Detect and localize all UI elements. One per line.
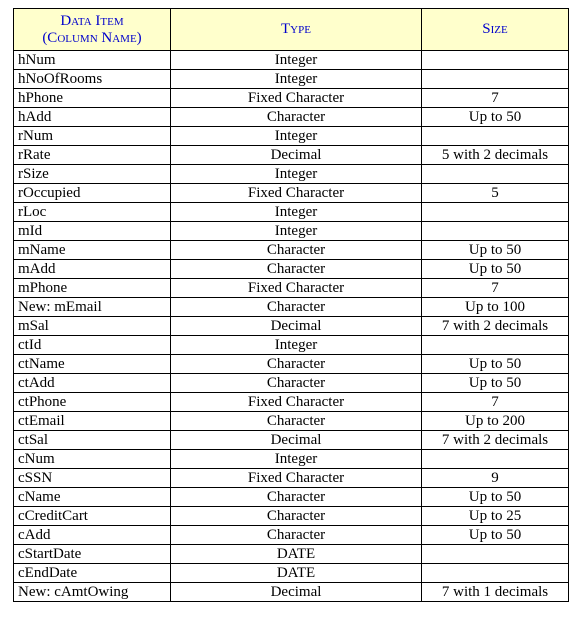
cell-type: Character: [171, 488, 422, 507]
table-row: [14, 165, 569, 184]
cell-data-item: New: mEmail: [14, 298, 171, 317]
cell-data-item: cStartDate: [14, 545, 171, 564]
table-row: [14, 89, 569, 108]
table-row: [14, 51, 569, 70]
cell-type: Decimal: [171, 431, 422, 450]
table-row: [14, 583, 569, 602]
cell-size: 9: [422, 469, 569, 488]
cell-type: DATE: [171, 545, 422, 564]
cell-data-item: rLoc: [14, 203, 171, 222]
cell-type: Character: [171, 241, 422, 260]
table-row: [14, 450, 569, 469]
cell-type: Character: [171, 412, 422, 431]
cell-type: Integer: [171, 222, 422, 241]
cell-size: Up to 50: [422, 355, 569, 374]
table-row: [14, 184, 569, 203]
cell-type: Fixed Character: [171, 89, 422, 108]
cell-size: [422, 450, 569, 469]
cell-data-item: cNum: [14, 450, 171, 469]
table-row: [14, 127, 569, 146]
table-row: [14, 146, 569, 165]
cell-data-item: cAdd: [14, 526, 171, 545]
cell-type: Fixed Character: [171, 279, 422, 298]
cell-data-item: rNum: [14, 127, 171, 146]
cell-size: Up to 50: [422, 526, 569, 545]
table-row: [14, 70, 569, 89]
cell-size: Up to 100: [422, 298, 569, 317]
cell-size: Up to 25: [422, 507, 569, 526]
cell-size: 5: [422, 184, 569, 203]
cell-type: Integer: [171, 165, 422, 184]
cell-type: Character: [171, 374, 422, 393]
table-row: [14, 298, 569, 317]
cell-type: Character: [171, 526, 422, 545]
cell-size: 7 with 2 decimals: [422, 317, 569, 336]
table-row: [14, 317, 569, 336]
cell-size: [422, 336, 569, 355]
cell-data-item: cCreditCart: [14, 507, 171, 526]
cell-data-item: cName: [14, 488, 171, 507]
table-row: [14, 355, 569, 374]
cell-size: [422, 222, 569, 241]
cell-type: Fixed Character: [171, 184, 422, 203]
cell-type: Integer: [171, 51, 422, 70]
cell-data-item: ctSal: [14, 431, 171, 450]
cell-type: Integer: [171, 203, 422, 222]
table-row: [14, 526, 569, 545]
cell-size: 7: [422, 393, 569, 412]
cell-size: [422, 165, 569, 184]
header-size: Size: [422, 9, 569, 51]
cell-type: Character: [171, 355, 422, 374]
cell-data-item: mSal: [14, 317, 171, 336]
cell-size: 7: [422, 279, 569, 298]
cell-size: Up to 50: [422, 260, 569, 279]
cell-data-item: rSize: [14, 165, 171, 184]
cell-type: Character: [171, 260, 422, 279]
cell-size: 5 with 2 decimals: [422, 146, 569, 165]
cell-type: Decimal: [171, 583, 422, 602]
cell-data-item: ctEmail: [14, 412, 171, 431]
header-type: Type: [171, 9, 422, 51]
header-data-item: [14, 9, 171, 51]
cell-data-item: hNoOfRooms: [14, 70, 171, 89]
table-row: [14, 507, 569, 526]
cell-size: 7 with 2 decimals: [422, 431, 569, 450]
cell-data-item: hAdd: [14, 108, 171, 127]
cell-size: 7 with 1 decimals: [422, 583, 569, 602]
data-dictionary-table: [13, 8, 569, 602]
cell-data-item: rRate: [14, 146, 171, 165]
cell-size: [422, 203, 569, 222]
cell-size: [422, 564, 569, 583]
cell-data-item: mName: [14, 241, 171, 260]
cell-size: Up to 50: [422, 108, 569, 127]
cell-size: Up to 50: [422, 241, 569, 260]
cell-data-item: rOccupied: [14, 184, 171, 203]
table-body: [14, 51, 569, 602]
cell-type: DATE: [171, 564, 422, 583]
table-row: [14, 431, 569, 450]
cell-size: 7: [422, 89, 569, 108]
cell-data-item: ctPhone: [14, 393, 171, 412]
table-row: [14, 279, 569, 298]
table-row: [14, 374, 569, 393]
header-row: [14, 9, 569, 51]
cell-size: [422, 127, 569, 146]
cell-type: Integer: [171, 450, 422, 469]
header-data-item-line2: (Column Name): [42, 29, 142, 46]
table-row: [14, 545, 569, 564]
cell-type: Integer: [171, 127, 422, 146]
table-row: [14, 203, 569, 222]
cell-size: [422, 70, 569, 89]
table-row: [14, 412, 569, 431]
table-row: [14, 564, 569, 583]
cell-data-item: mPhone: [14, 279, 171, 298]
cell-type: Character: [171, 298, 422, 317]
table-row: [14, 488, 569, 507]
cell-type: Character: [171, 507, 422, 526]
cell-type: Integer: [171, 70, 422, 89]
cell-data-item: cSSN: [14, 469, 171, 488]
data-dictionary: [13, 8, 569, 602]
cell-data-item: ctName: [14, 355, 171, 374]
cell-data-item: ctId: [14, 336, 171, 355]
table-row: [14, 222, 569, 241]
cell-data-item: cEndDate: [14, 564, 171, 583]
table-row: [14, 108, 569, 127]
cell-data-item: hNum: [14, 51, 171, 70]
cell-size: Up to 50: [422, 488, 569, 507]
cell-size: Up to 50: [422, 374, 569, 393]
cell-data-item: hPhone: [14, 89, 171, 108]
cell-type: Decimal: [171, 146, 422, 165]
cell-size: [422, 51, 569, 70]
cell-size: [422, 545, 569, 564]
table-row: [14, 469, 569, 488]
cell-data-item: ctAdd: [14, 374, 171, 393]
cell-type: Character: [171, 108, 422, 127]
cell-data-item: mId: [14, 222, 171, 241]
table-row: [14, 393, 569, 412]
table-row: [14, 260, 569, 279]
table-row: [14, 336, 569, 355]
cell-type: Integer: [171, 336, 422, 355]
cell-size: Up to 200: [422, 412, 569, 431]
cell-data-item: New: cAmtOwing: [14, 583, 171, 602]
table-row: [14, 241, 569, 260]
cell-type: Fixed Character: [171, 393, 422, 412]
cell-type: Decimal: [171, 317, 422, 336]
cell-type: Fixed Character: [171, 469, 422, 488]
header-data-item-line1: Data Item: [60, 12, 124, 29]
cell-data-item: mAdd: [14, 260, 171, 279]
